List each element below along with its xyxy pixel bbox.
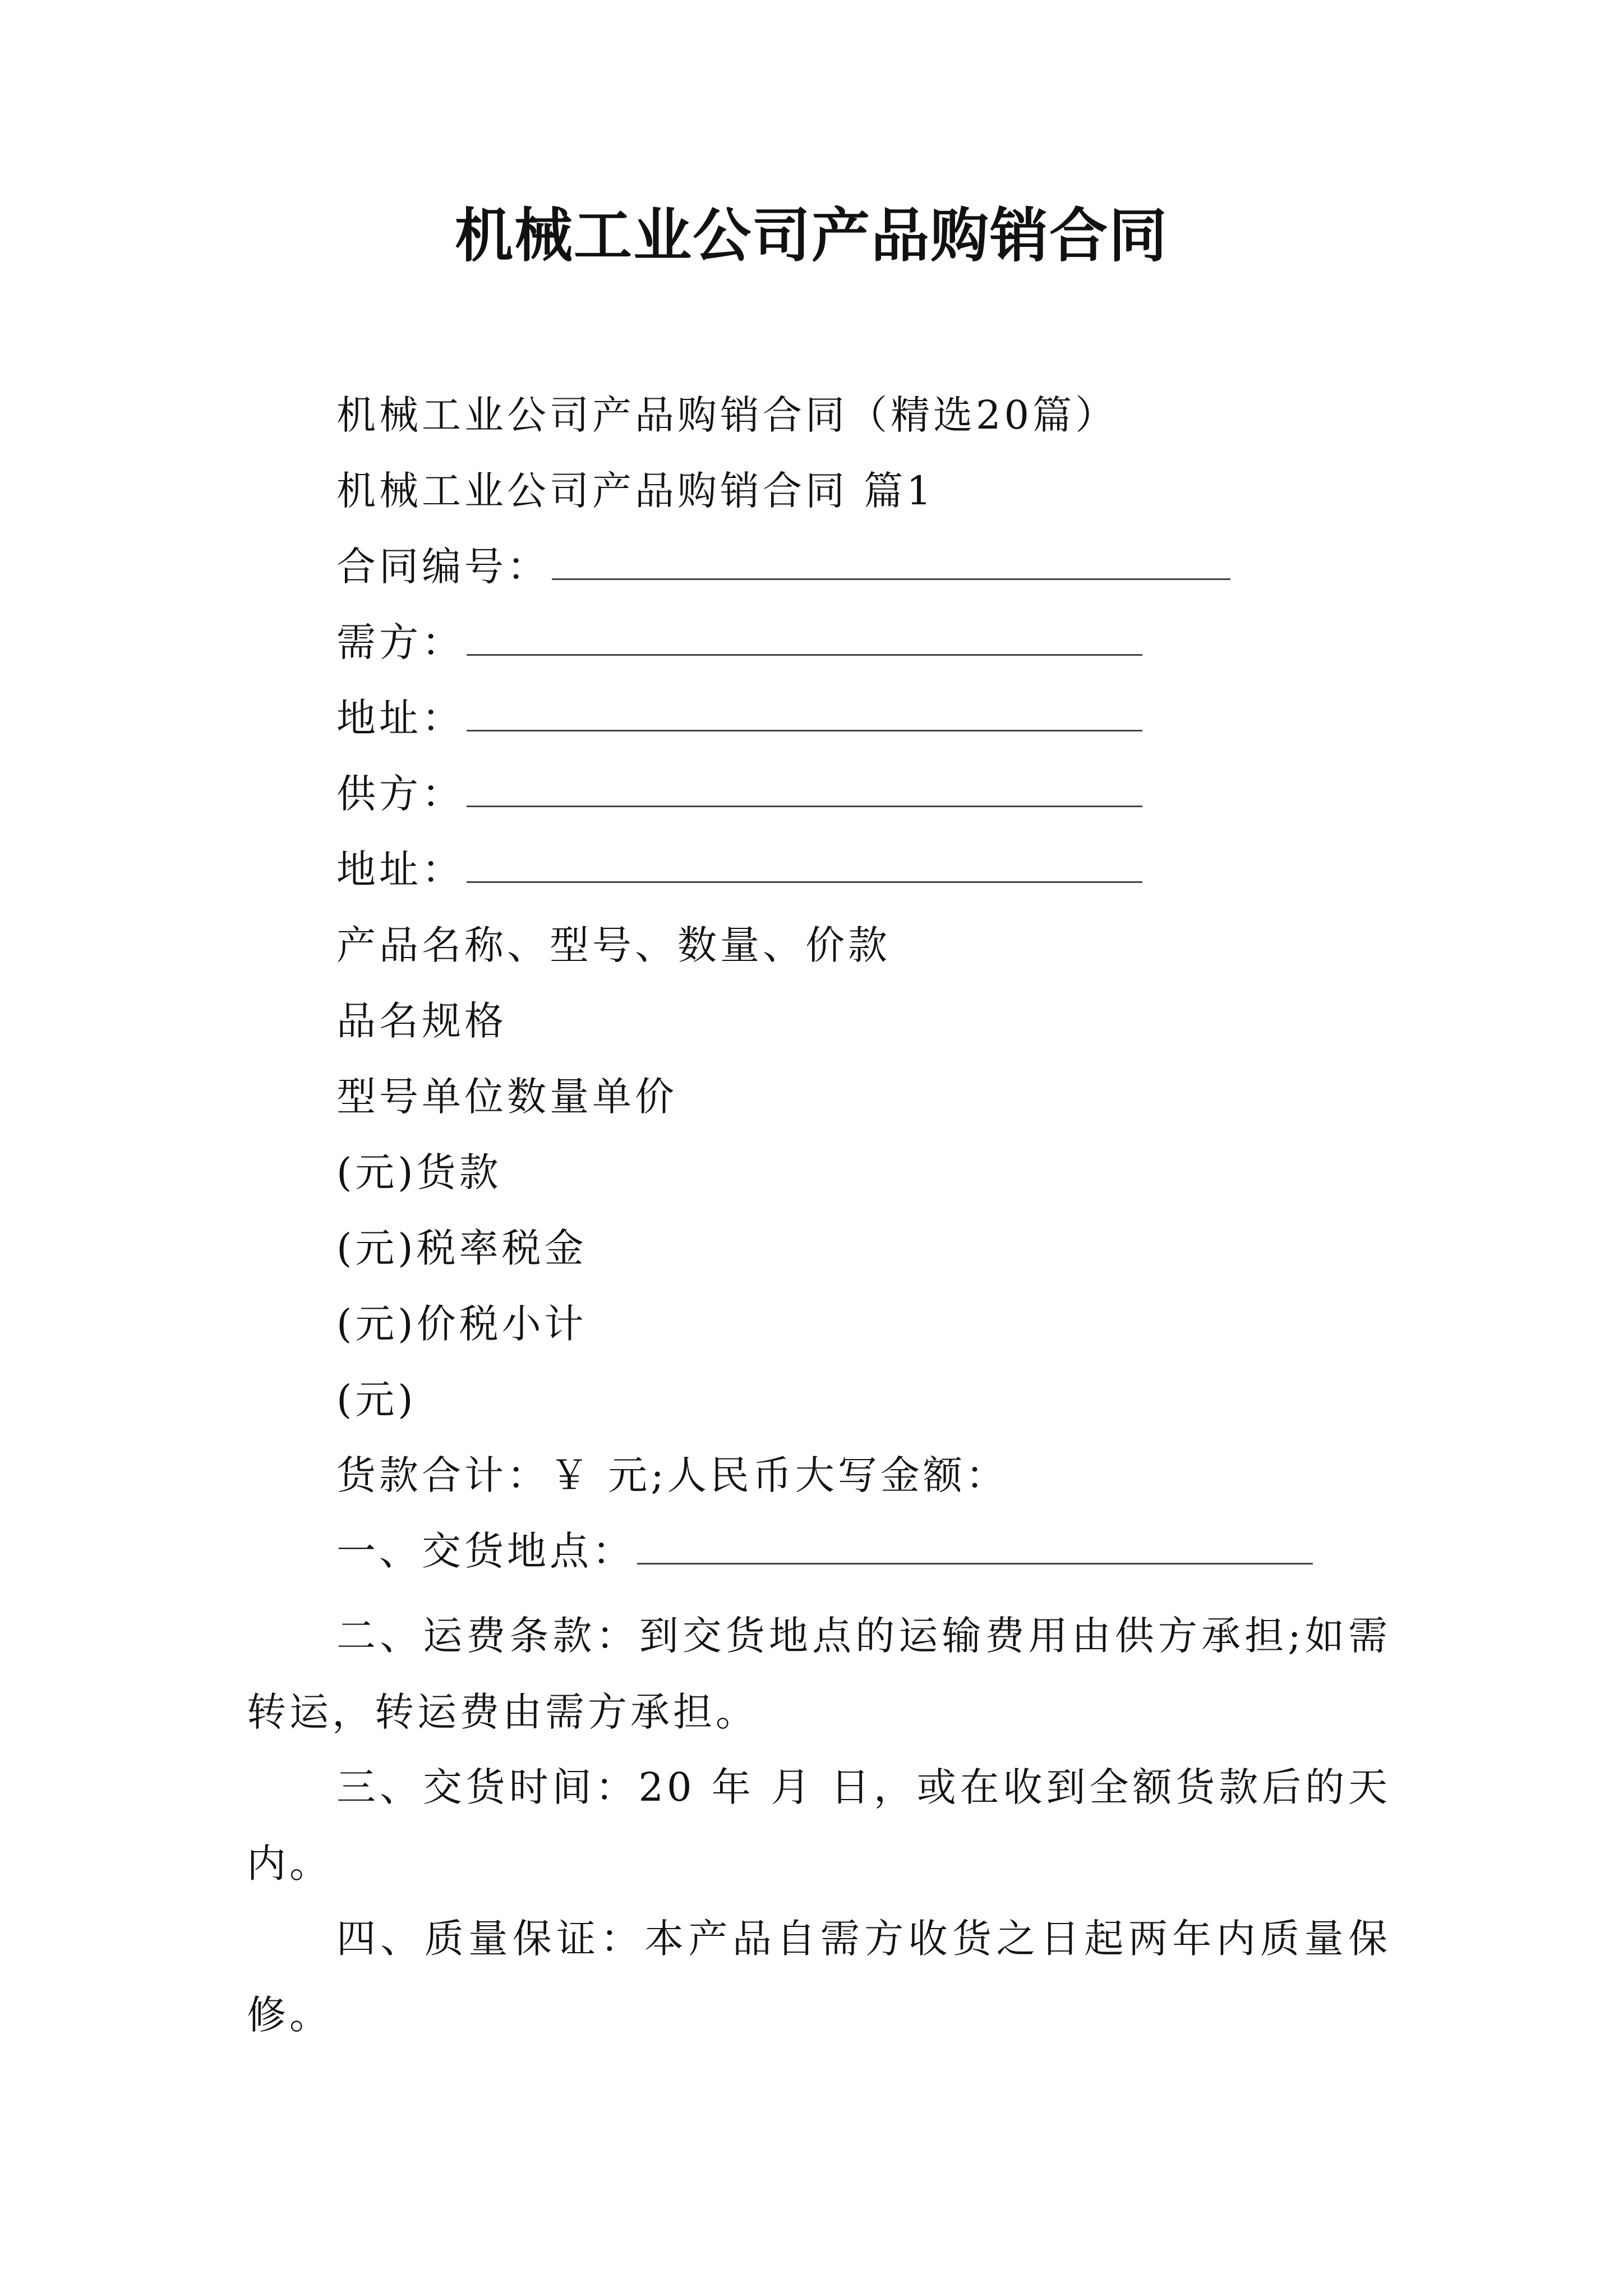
table-line: (元)税率税金 <box>336 1225 587 1271</box>
clause-3: 三、交货时间：20 年 月 日，或在收到全额货款后的天内。 <box>247 1764 1391 1887</box>
buyer-address-label: 地址： <box>336 695 464 741</box>
contract-number-row <box>336 539 1230 595</box>
section-heading: 机械工业公司产品购销合同 篇1 <box>336 468 935 514</box>
clause-4: 四、质量保证：本产品自需方收货之日起两年内质量保修。 <box>247 1916 1391 2038</box>
table-line: (元) <box>336 1377 417 1423</box>
buyer-row <box>336 614 1142 670</box>
buyer-label: 需方： <box>336 619 464 665</box>
seller-label: 供方： <box>336 771 464 817</box>
product-heading: 产品名称、型号、数量、价款 <box>336 922 891 968</box>
seller-blank <box>467 772 1142 807</box>
document-subtitle: 机械工业公司产品购销合同（精选20篇） <box>336 392 1118 438</box>
table-line: 型号单位数量单价 <box>336 1074 677 1120</box>
clause-1-row <box>336 1523 1313 1579</box>
total-line: 货款合计：￥ 元;人民币大写金额： <box>336 1452 1008 1498</box>
delivery-location-blank <box>637 1529 1313 1565</box>
buyer-address-row <box>336 690 1142 746</box>
table-line: (元)价税小计 <box>336 1301 587 1347</box>
table-line: 品名规格 <box>336 998 507 1044</box>
seller-address-row <box>336 841 1142 898</box>
contract-number-blank <box>552 545 1230 580</box>
contract-number-label: 合同编号： <box>336 544 550 590</box>
clause-1-label: 一、交货地点： <box>336 1528 635 1574</box>
buyer-blank <box>467 620 1142 656</box>
buyer-address-blank <box>467 696 1142 731</box>
seller-address-blank <box>467 848 1142 883</box>
clause-2: 二、运费条款：到交货地点的运输费用由供方承担;如需转运，转运费由需方承担。 <box>247 1613 1391 1735</box>
document-title: 机械工业公司产品购销合同 <box>454 201 1168 270</box>
seller-address-label: 地址： <box>336 846 464 892</box>
table-line: (元)货款 <box>336 1149 502 1195</box>
seller-row <box>336 766 1142 822</box>
